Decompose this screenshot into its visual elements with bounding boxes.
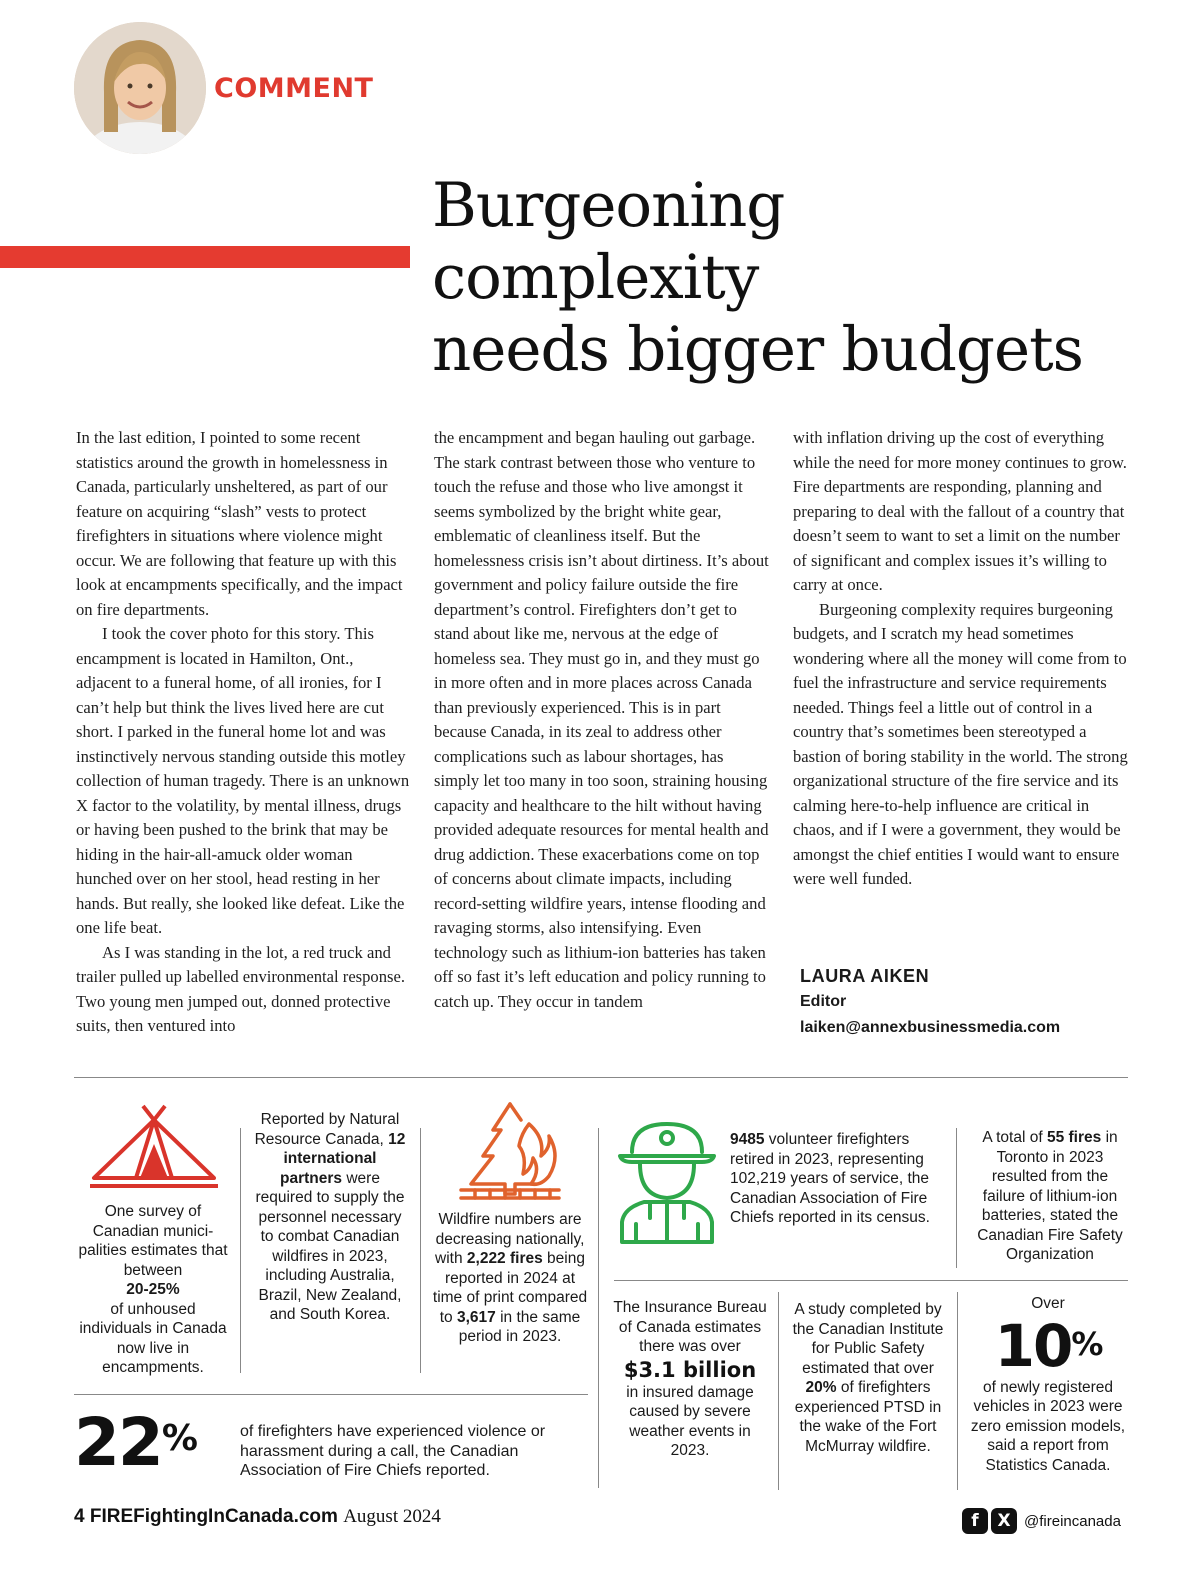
author-avatar xyxy=(74,22,206,154)
stat-text: of unhoused individuals in Canada now live in encampments. xyxy=(79,1300,227,1376)
stat-unit: % xyxy=(1071,1324,1102,1363)
stat-wildfires xyxy=(432,1210,588,1347)
x-icon[interactable]: X xyxy=(991,1508,1017,1534)
divider xyxy=(956,1128,957,1268)
byline xyxy=(800,963,1060,1041)
stat-text: of newly registered vehicles in 2023 were zero emission models, said a report from Statistics Canada. xyxy=(970,1378,1126,1474)
stat-figure: 2,222 fires xyxy=(466,1250,543,1267)
stat-vehicles-number xyxy=(966,1311,1130,1380)
author-role: Editor xyxy=(800,993,847,1010)
divider xyxy=(614,1280,1128,1281)
stat-text: in the same period in 2023. xyxy=(458,1308,581,1345)
divider xyxy=(74,1077,1128,1078)
stat-figure: 9485 xyxy=(730,1131,765,1148)
paragraph: I took the cover photo for this story. This encampment is located in Hamilton, Ont., adjacent to a funeral home, of all ironies, for I can’t help but think the lives lived here are cut short. I parked in the funeral home lot and was instinctively nervous standing outside this motley collection of human tragedy. There is an unknown X factor to the volatility, by mental illness, drugs or having been pushed to the brink that may be hiding in the hair-all-amuck older woman hunched over on her stool, head resting in her hands. But really, she looked like defeat. Like the one life beat. xyxy=(76,624,410,937)
stat-unit: % xyxy=(161,1418,196,1459)
stat-volunteers xyxy=(730,1130,944,1228)
divider xyxy=(778,1292,779,1490)
stat-text: Wildfire numbers are decreasing nationally, with xyxy=(435,1211,585,1267)
paragraph: the encampment and began hauling out garbage. The stark contrast between those who venture to touch the refuse and those who live amongst it seems symbolized by the bright white gear, emblematic of cleanliness itself. But the homelessness crisis isn’t about dirtiness. It’s about government and policy failure outside the fire department’s control. Firefighters don’t get to stand about like me, nervous at the edge of homeless sea. They must go in, and they must go in more often and in more places across Canada than previously experienced. This is in part because Canada, in its zeal to address other complications such as labour shortages, has simply let too many in too soon, straining housing capacity and healthcare to the hilt without having provided adequate resources for mental health and drug addiction. These exacerbations come on top of concerns about climate impacts, including record-setting wildfire years, intense flooding and ravaging storms, also intensifying. Even technology such as lithium-ion batteries has taken off so fast it’s left education and policy running to catch up. They occur in tandem xyxy=(434,428,769,1011)
divider xyxy=(598,1128,599,1488)
social-links xyxy=(962,1508,1121,1534)
burning-tree-icon xyxy=(455,1100,565,1205)
stat-figure: 20% xyxy=(805,1379,837,1396)
stat-text: Over xyxy=(1031,1295,1065,1312)
stat-figure: $3.1 billion xyxy=(623,1357,757,1382)
facebook-icon[interactable]: f xyxy=(962,1508,988,1534)
issue-date: August 2024 xyxy=(343,1506,441,1527)
article-column-2 xyxy=(434,426,770,1014)
stat-violence xyxy=(240,1422,580,1481)
article-column-1 xyxy=(76,426,412,1039)
stat-text: One survey of Canadian munici-palities estimates that between xyxy=(78,1203,228,1279)
stat-text: in insured damage caused by severe weather events in 2023. xyxy=(626,1383,754,1459)
headline-line: needs bigger budgets xyxy=(432,314,1083,385)
stat-text: were required to supply the personnel necessary to combat Canadian wildfires in 2023, including Australia, Brazil, New Zealand, and South Korea. xyxy=(255,1169,405,1323)
divider xyxy=(957,1292,958,1490)
stat-text: in Toronto in 2023 resulted from the failure of lithium-ion batteries, stated the Canadian Fire Safety Organization xyxy=(977,1129,1123,1263)
article-column-3 xyxy=(793,426,1129,892)
stat-encampments xyxy=(78,1202,228,1378)
firefighter-icon xyxy=(612,1118,722,1251)
accent-bar xyxy=(0,246,410,268)
headline-line: Burgeoning xyxy=(432,170,785,241)
paragraph: As I was standing in the lot, a red truck and trailer pulled up labelled environmental response. Two young men jumped out, donned protective suits, then ventured into xyxy=(76,942,405,1035)
stat-figure: 3,617 xyxy=(457,1308,496,1326)
stat-text: A study completed by the Canadian Institute for Public Safety estimated that over xyxy=(792,1301,944,1377)
section-label: COMMENT xyxy=(214,73,374,104)
stat-text: volunteer firefighters retired in 2023, representing 102,219 years of service, the Canadian Association of Fire Chiefs reported in its census. xyxy=(730,1131,930,1226)
stat-text: of firefighters experienced PTSD in the wake of the Fort McMurray wildfire. xyxy=(794,1379,942,1455)
divider xyxy=(420,1128,421,1373)
stat-text: Reported by Natural Resource Canada, xyxy=(254,1111,400,1148)
paragraph: Burgeoning complexity requires burgeoning budgets, and I scratch my head sometimes wondering where all the money will come from to fuel the infrastructure and service requirements needed. Things feel a little out of control in a country that’s sometimes been stereotyped a bastion of boring stability in the world. The strong organizational structure of the fire service and its calming here-to-help influence are critical in chaos, and if I were a government, they would be amongst the chief entities I would want to ensure were well funded. xyxy=(793,599,1128,888)
stat-lithium xyxy=(970,1128,1130,1265)
stat-text: The Insurance Bureau of Canada estimates there was over xyxy=(613,1299,767,1355)
stat-text: being reported in 2024 at time of print compared to xyxy=(432,1250,588,1326)
stat-insurance xyxy=(610,1298,770,1461)
paragraph: with inflation driving up the cost of everything while the need for more money continues to grow. Fire departments are responding, planning and preparing to deal with the fallout of a country that doesn’t seem to want to set a limit on the number of significant and complex issues it’s willing to carry at once. xyxy=(793,428,1127,594)
headline xyxy=(432,170,1192,386)
stat-figure: 10 xyxy=(994,1311,1072,1380)
divider xyxy=(74,1394,588,1395)
stat-partners xyxy=(254,1110,406,1325)
divider xyxy=(240,1128,241,1373)
stat-ptsd xyxy=(788,1300,948,1456)
stat-figure: 22 xyxy=(74,1404,162,1481)
site-link[interactable]: FIREFightingInCanada.com xyxy=(89,1506,338,1527)
author-email[interactable]: laiken@annexbusinessmedia.com xyxy=(800,1019,1061,1036)
stat-figure: 20-25% xyxy=(126,1281,180,1298)
page-number: 4 xyxy=(74,1506,85,1527)
stat-figure: 55 fires xyxy=(1046,1129,1102,1146)
tent-icon xyxy=(88,1100,220,1195)
social-handle[interactable]: @fireincanada xyxy=(1024,1512,1121,1530)
stat-violence-number xyxy=(74,1404,196,1481)
footer-folio xyxy=(74,1506,441,1528)
paragraph: In the last edition, I pointed to some recent statistics around the growth in homelessness in Canada, particularly unsheltered, as part of our feature on acquiring “slash” vests to protect firefighters in situations where violence might occur. We are following that feature up with this look at encampments specifically, and the impact on fire departments. xyxy=(76,428,403,619)
stat-figure: 12 international partners xyxy=(280,1130,406,1187)
stat-text: of firefighters have experienced violence or harassment during a call, the Canadian Association of Fire Chiefs reported. xyxy=(240,1423,546,1479)
stat-text: A total of xyxy=(982,1129,1043,1146)
author-name: LAURA AIKEN xyxy=(800,966,930,986)
stat-vehicles xyxy=(966,1294,1130,1475)
headline-line: complexity xyxy=(432,242,759,313)
